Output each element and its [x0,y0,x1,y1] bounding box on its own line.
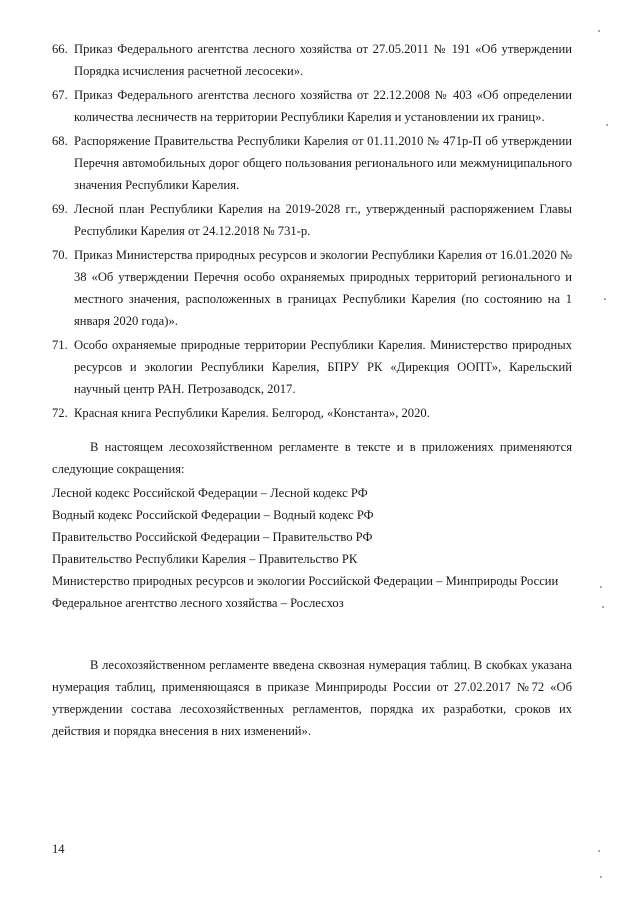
reference-item [52,38,572,82]
scan-speck [598,850,600,852]
scan-speck [598,30,600,32]
reference-number: 71. [52,338,68,352]
reference-item [52,198,572,242]
abbreviation-item: Федеральное агентство лесного хозяйства – Рослесхоз [52,596,344,610]
reference-item [52,244,572,332]
reference-list [52,38,572,426]
abbreviation-item: Министерство природных ресурсов и экологии Российской Федерации – Минприроды России [52,574,559,588]
reference-number: 67. [52,88,68,102]
abbreviation-item: Лесной кодекс Российской Федерации – Лесной кодекс РФ [52,486,368,500]
reference-item [52,334,572,400]
reference-item [52,84,572,128]
abbreviations-intro-block [52,436,572,480]
reference-text: Лесной план Республики Карелия на 2019-2028 гг., утвержденный распоряжением Главы Республики Карелия от 24.12.2018 № 731-р. [74,202,572,238]
abbreviations-intro: В настоящем лесохозяйственном регламенте в тексте и в приложениях применяются следующие сокращения: [52,440,572,476]
scan-speck [604,298,606,300]
reference-number: 69. [52,202,68,216]
reference-number: 70. [52,248,68,262]
numbering-note-block [52,654,572,742]
scan-speck [602,606,604,608]
reference-text: Особо охраняемые природные территории Республики Карелия. Министерство природных ресурсов и экологии Республики Карелия, БПРУ РК «Дирекция ООПТ», Карельский научный центр РАН. Петрозаводск, 2017. [74,338,572,396]
reference-item [52,130,572,196]
numbering-note: В лесохозяйственном регламенте введена сквозная нумерация таблиц. В скобках указана нумерация таблиц, применяющаяся в приказе Минприроды России от 27.02.2017 №72 «Об утверждении состава лесохозяйственных регламентов, порядка их разработки, сроков их действия и порядка внесения в них изменений». [52,658,572,738]
abbreviation-item: Правительство Республики Карелия – Правительство РК [52,552,358,566]
reference-text: Приказ Министерства природных ресурсов и экологии Республики Карелия от 16.01.2020 № 38 «Об утверждении Перечня особо охраняемых природных территорий регионального и местного значения, расположенных в границах Республики Карелия (по состоянию на 1 января 2020 года)». [74,248,572,328]
page-number: 14 [52,842,65,856]
abbreviation-item: Правительство Российской Федерации – Правительство РФ [52,530,373,544]
reference-number: 66. [52,42,68,56]
reference-text: Распоряжение Правительства Республики Карелия от 01.11.2010 № 471р-П об утверждении Перечня автомобильных дорог общего пользования регионального или межмуниципального значения Республики Карелия. [74,134,572,192]
reference-text: Приказ Федерального агентства лесного хозяйства от 22.12.2008 № 403 «Об определении количества лесничеств на территории Республики Карелия и установлении их границ». [74,88,572,124]
reference-text: Красная книга Республики Карелия. Белгород, «Константа», 2020. [74,406,430,420]
reference-number: 72. [52,406,68,420]
abbreviations-list [52,482,572,614]
reference-text: Приказ Федерального агентства лесного хозяйства от 27.05.2011 № 191 «Об утверждении Порядка исчисления расчетной лесосеки». [74,42,572,78]
reference-number: 68. [52,134,68,148]
abbreviation-item: Водный кодекс Российской Федерации – Водный кодекс РФ [52,508,374,522]
scan-speck [600,876,602,878]
scan-speck [606,124,608,126]
reference-item [52,402,572,424]
scan-speck [600,586,602,588]
